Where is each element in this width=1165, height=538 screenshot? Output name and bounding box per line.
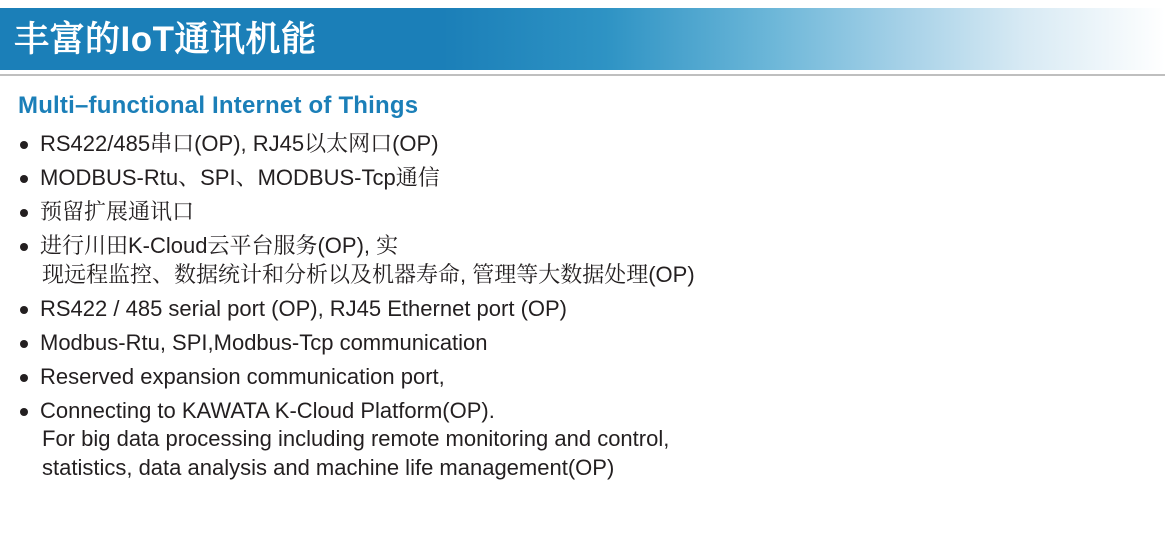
bullet-text: Connecting to KAWATA K-Cloud Platform(OP).: [40, 398, 495, 424]
bullet-text-continuation: statistics, data analysis and machine life management(OP): [42, 454, 615, 480]
bullet-dot-icon: [20, 340, 28, 348]
header-divider: [0, 74, 1165, 76]
bullet-text: RS422/485串口(OP), RJ45以太网口(OP): [40, 131, 439, 156]
bullet-dot-icon: [20, 141, 28, 149]
bullet-text: 预留扩展通讯口: [40, 199, 195, 225]
list-item: [18, 329, 1165, 357]
bullet-text-continuation: For big data processing including remote monitoring and control,: [42, 426, 670, 452]
bullet-text: RS422 / 485 serial port (OP), RJ45 Ethernet port (OP): [40, 295, 568, 321]
header-banner: [0, 8, 1165, 70]
bullet-dot-icon: [20, 408, 28, 416]
list-item: [18, 363, 1165, 391]
feature-bullet-list: [0, 130, 1165, 482]
list-item: [18, 130, 1165, 158]
section-subtitle: Multi–functional Internet of Things: [18, 92, 419, 119]
bullet-dot-icon: [20, 306, 28, 314]
list-item: [18, 232, 1165, 288]
page-title: 丰富的IoT通讯机能: [14, 19, 317, 59]
bullet-text-continuation: 现远程监控、数据统计和分析以及机器寿命, 管理等大数据处理(OP): [42, 261, 695, 287]
list-item: [18, 295, 1165, 323]
bullet-dot-icon: [20, 175, 28, 183]
bullet-text: MODBUS-Rtu、SPI、MODBUS-Tcp通信: [40, 165, 440, 191]
list-item: [18, 397, 1165, 481]
bullet-text: Modbus-Rtu, SPI,Modbus-Tcp communication: [40, 329, 488, 355]
document-page: [0, 8, 1165, 538]
list-item: [18, 198, 1165, 226]
bullet-dot-icon: [20, 243, 28, 251]
list-item: [18, 164, 1165, 192]
bullet-text: 进行川田K-Cloud云平台服务(OP), 实: [40, 233, 399, 259]
bullet-dot-icon: [20, 209, 28, 217]
bullet-text: Reserved expansion communication port,: [40, 364, 445, 390]
bullet-dot-icon: [20, 374, 28, 382]
